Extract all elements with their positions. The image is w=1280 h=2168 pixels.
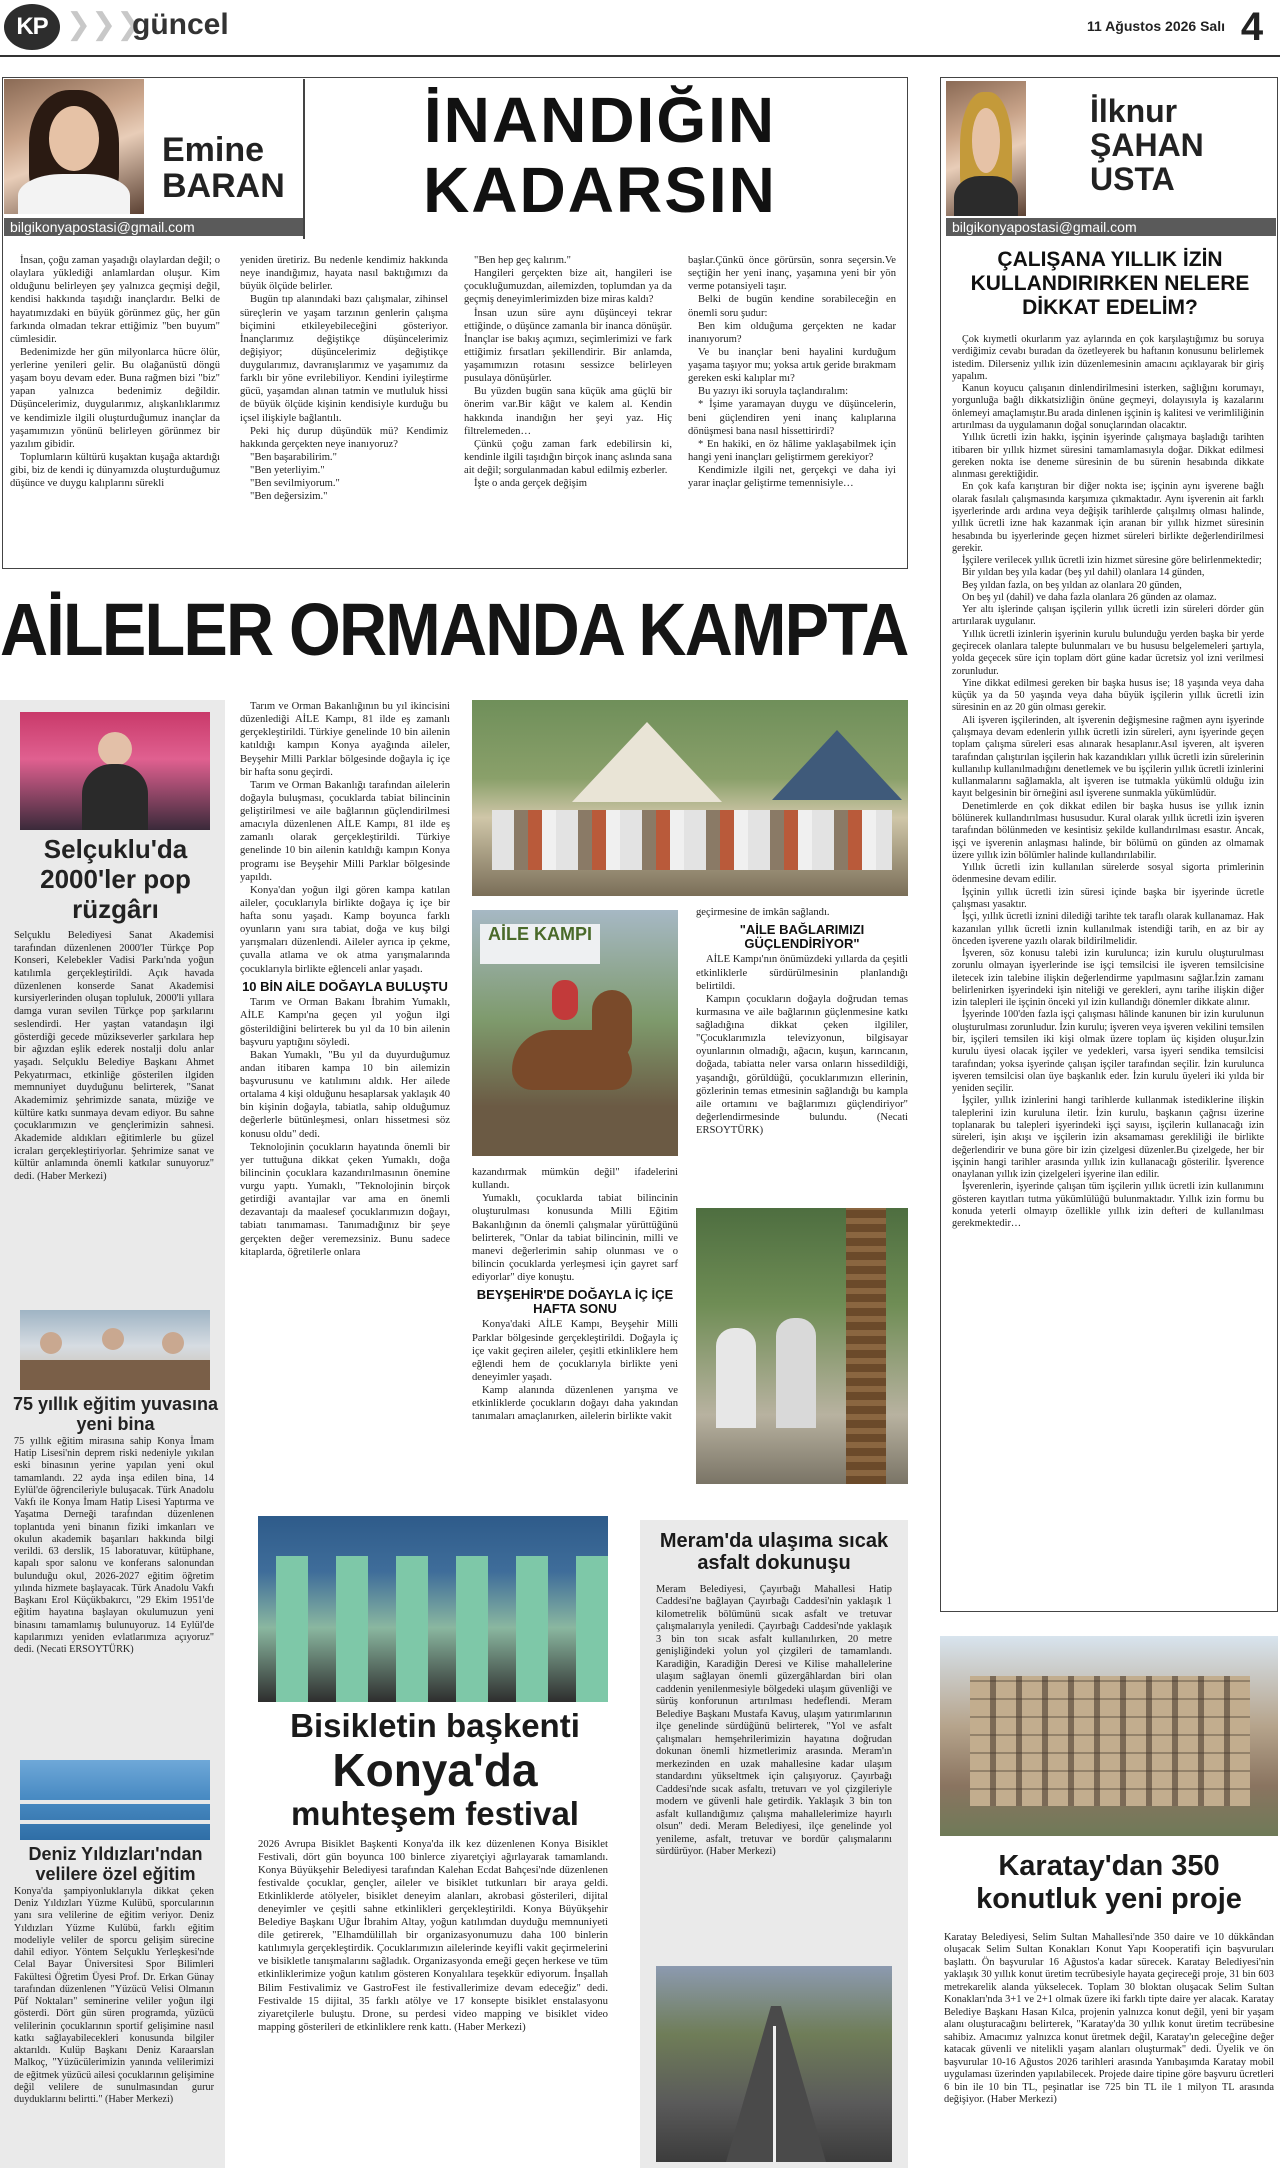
paragraph: Çok kıymetli okurlarım yaz aylarında en çok karşılaştığımız bu soruya verdiğimiz cevabı buradan da özetleyerek bu haftanın konusunu belirlemek istedim. Dilerseniz yıllık izin düzenlemesinin amacını açıklayarak bir giriş yapalım.: [952, 334, 1264, 382]
paragraph: Tarım ve Orman Bakanı İbrahim Yumaklı, AİLE Kampı'na geçen yıl yoğun ilgi gösterildiğini belirterek bu yıl da 10 bin ailenin başvuru yaptığını söyledi.: [240, 997, 450, 1048]
author-last-name: BARAN: [162, 167, 285, 205]
story-title: Karatay'dan 350 konutluk yeni proje: [976, 1850, 1242, 1915]
road-photo: [656, 1966, 892, 2162]
paragraph: Ve bu inançlar beni hayalini kurduğum yaşama taşıyor mu; yoksa artık geride bırakmam gereken eski kalıplar mı?: [688, 346, 896, 385]
camp-group-photo: [472, 700, 908, 896]
story-body: Selçuklu Belediyesi Sanat Akademisi tarafından düzenlenen 2000'ler Türkçe Pop Konseri, Kelebekler Vadisi Parkı'nda yoğun katılımla gerçekleştirildi. Açık havada düzenlenen konserde Sanat Akademisi kursiyerlerinden oluşan topluluk, 2000'li yıllara damga vuran sevilen Türkçe pop şarkılarını seslendirdi. Her yaştan vatandaşın ilgi gösterdiği gecede müzikseverler şarkılara hep bir ağızdan eşlik ederek nostalji dolu anlar yaşadı. Selçuklu Belediye Başkanı Ahmet Pekyatırmacı, etkinliğe gösterilen ilgiden memnuniyet duyduğunu belirterek, "Sanat Akademimiz şehrimizde sanata, müziğe ve kültüre katkı sunmaya devam ediyor. Bu sahne çocuklarımızın ve gençlerimizin sahnesi. Akademide aldıkları eğitimlerle bu güzel icraları gerçekleştiriyorlar. Şehrimize sanat ve kültür anlamında önemli katkılar sunuyoruz" dedi. (Haber Merkezi): [14, 930, 214, 1183]
paragraph: Yıllık ücretli izinlerin işyerinin kurulu bulunduğu yerden başka bir yerde geçirecek olanlara talepte bulunmaları ve bu hususu belgelemeleri şartıyla, yolda geçecek süre için toplam dört güne kadar ücretsiz yol izni verilmesi zorunludur.: [952, 628, 1264, 677]
header-rule: [0, 55, 1280, 57]
author-photo: [946, 81, 1026, 216]
paragraph: Çünkü çoğu zaman fark edebilirsin ki, kendinle ilgili taşıdığın birçok inanç aslında sana ait değil; sorgulanmadan kabul edilmiş ezberler.: [464, 438, 672, 476]
paragraph: Yıllık ücretli izin hakkı, işçinin işyerinde çalışmaya başladığı tarihten itibaren bir yıllık hizmet süresini tamamlamasıyla doğar. Dikkat edilmesi gereken nokta ise deneme süresinin de bu sürenin hesabında dikkate alınması gerektiğidir.: [952, 432, 1264, 481]
main-headline: AİLELER ORMANDA KAMPTA: [0, 588, 908, 671]
paragraph: Konya'daki AİLE Kampı, Beyşehir Milli Parklar bölgesinde gerçekleştirildi. Doğayla iç içe vakit geçiren aileler, çeşitli etkinliklere hem eğlendi hem de çocuklarıyla birlikte yeni deneyimler yaşadı.: [472, 1319, 678, 1383]
aile-kampi-horse-photo: AİLE KAMPI: [472, 910, 678, 1156]
author-middle-name: ŞAHAN: [1090, 127, 1204, 163]
paragraph: Toplumların kültürü kuşaktan kuşağa aktardığı gibi, biz de kendi iç dünyamızda oluşturduğumuz düşünce ve duygu kalıplarını sürekli: [10, 451, 220, 490]
story-body: 2026 Avrupa Bisiklet Başkenti Konya'da ilk kez düzenlenen Konya Bisiklet Festivali, dört gün boyunca 100 binlerce ziyaretçiyi ağırlayarak tamamlandı. Konya Büyükşehir Belediyesi tarafından Kalehan Ecdat Bahçesi'nde düzenlenen festivalde çocuklar, gençler, aileler ve bisiklet tutkunları bir araya geldi. Etkinliklerde atölyeler, bisiklet deneyim alanları, akrobasi gösterileri, dijital deneyimler ve çeşitli sahne etkinlikleri gerçekleştirildi. Konya Büyükşehir Belediye Başkanı Uğur İbrahim Altay, yoğun katılımdan duyduğu memnuniyeti dile getirerek, "Elhamdülillah bir organizasyonumuzu daha 100 binlerin katılımıyla gerçekleştirdik. Çocuklarımızın ailelerinde keyifli vakit geçirmelerini ve bisikletle tanışmalarını sağladık. Organizasyonda emeği geçen herkese ve tüm etkinliklerimize yoğun katılım gösteren Konyalılara teşekkür ediyorum. İnşallah Bilim Festivalimiz ve GastroFest ile festivallerimize devam edeceğiz" dedi. Festivalde 15 dijital, 35 farklı atölye ve 17 konsepte bisiklet enstalasyonu ziyaretçilerle buluştu. Drone, su perdesi video mapping ve bisiklet video mapping gösterileri de etkinliklere renk kattı. (Haber Merkezi): [258, 1838, 608, 2033]
article-col-b: [696, 906, 908, 1137]
column1-text-col4: [688, 254, 896, 490]
issue-date: 11 Ağustos 2026 Salı: [1087, 18, 1225, 34]
paragraph: kazandırmak mümkün değil" ifadelerini kullandı.: [472, 1167, 678, 1192]
pool-photo: [20, 1760, 210, 1840]
paragraph: Yine dikkat edilmesi gereken bir başka husus ise; 18 yaşında veya daha küçük ya da 50 yaşında veya daha büyük işçilerin yıllık ücretli izin süresinin en az 20 gün olması gerekir.: [952, 677, 1264, 714]
kp-logo: KP: [4, 4, 60, 50]
story-title-line1: Bisikletin başkenti: [290, 1707, 580, 1744]
story-body: Karatay Belediyesi, Selim Sultan Mahallesi'nde 350 daire ve 10 dükkândan oluşacak Selim Sultan Konakları Konut Yapı Kooperatifi için başvuruları başlattı. Ön başvurular 16 Ağustos'a kadar sürecek. Karatay Belediyesi'nin yaklaşık 30 yıllık konut üretim tecrübesiyle hayata geçireceği proje, 31 bin 603 metrekarelik alanda yükselecek. Toplam 30 bloktan oluşacak Selim Sultan Konakları'nda 3+1 ve 2+1 olmak üzere iki farklı tipte daire yer alacak. Karatay Belediye Başkanı Hasan Kılca, projenin yalnızca konut değil, yeni bir yaşam alanı oluşturacağını belirterek, "Karatay'da 30 yıllık konut üretim tecrübesine sahibiz. Amacımız yalnızca konut üretmek değil, Karatay'ın geleceğine değer katacak güvenli ve nitelikli yaşam alanları oluşturmak" dedi. Üyelik ve ön başvurular 10-16 Ağustos 2026 tarihleri arasında Yanıbaşımda Karatay mobil uygulaması üzerinden yapılabilecek. Projede daire tipine göre başvuru ücretleri 6 bin ile 10 bin TL, peşinatlar ise 725 bin TL ile 1 milyon TL arasında değişiyor. (Haber Merkezi): [944, 1932, 1274, 2106]
quote: "Ben yeterliyim.": [250, 465, 325, 476]
paragraph: Bakan Yumaklı, "Bu yıl da duyurduğumuz andan itibaren kampa 10 bin ailemizin başvurusunu ve katılımını aldık. Her ailede ortalama 4 kişi olduğunu hesaplarsak yaklaşık 40 bin kişinin doğayla, tabiatla, sahip olduğumuz değerlerle bütünleşmesi, onları hissetmesi söz konusu oldu" dedi.: [240, 1049, 450, 1140]
story-body: 75 yıllık eğitim mirasına sahip Konya İmam Hatip Lisesi'nin deprem riski nedeniyle yıkılan eski binasının yerine yapılan yeni okul tamamlandı. 22 ayda inşa edilen bina, 14 Eylül'de öğrencileriyle buluşacak. Türk Anadolu Vakfı ile Konya İmam Hatip Lisesi Yaptırma ve Yaşatma Derneği tarafından düzenlenen toplantıda yeni binanın fiziki imkanları ve okulun akademik başarıları hakkında bilgi verildi. 63 derslik, 15 laboratuvar, kütüphane, kapalı spor salonu ve konferans salonundan bulunduğu okul, 2026-2027 eğitim öğretim yılında hizmete başlayacak. Türk Anadolu Vakfı Başkanı Erol Küçükbakırcı, "29 Ekim 1951'de eğitim hayatına başlayan okulumuzun yeni binasını tamamlamış bulunuyoruz. 14 Eylül'de kapılarımızı yeniden evlatlarımıza açıyoruz" dedi. (Necati ERSOYTÜRK): [14, 1436, 214, 1655]
story-title: Selçuklu'da 2000'ler pop rüzgârı: [40, 834, 191, 924]
story-title: 75 yıllık eğitim yuvasına yeni bina: [12, 1394, 219, 1434]
column1-text-col2: [240, 254, 448, 503]
paragraph: Teknolojinin çocukların hayatında önemli bir yer tuttuğuna dikkat çeken Yumaklı, doğa bilincinin çocuklara kazandırılmasının önemine vurgu yaptı. Yumaklı, "Teknolojinin birçok getirdiği avantajlar var ama en önemli dezavantajı da maalesef çocuklarımızın doğayı, tabiatı tanımaması. Tanımadığınız bir şeye gerçekten değer veremezsiniz. Bunu sadece kitaplarda, öğretilerle onlara: [240, 1141, 450, 1258]
concert-photo: [20, 712, 210, 830]
paragraph: Yıllık ücretli izin kullanılan sürelerde sosyal sigorta primlerinin ödenmesine devam edilir.: [952, 862, 1264, 886]
paragraph: İşçilere verilecek yıllık ücretli izin hizmet süresine göre belirlenmektedir;: [962, 555, 1262, 567]
author-first-name: Emine: [162, 131, 265, 169]
paragraph: İşçiler, yıllık izinlerini hangi tarihlerde kullanmak istediklerine ilişkin taleplerini izin kuruluna iletir. İzin kurulu, başkanın çağrısı üzerine toplanarak bu talepleri işyerindeki işçi sayısı, işçilerin kullanacağı izin süreleri, işin akışı ve işçilerin izin aksamaması gerekliliği ile birlikte değerlendirir ve buna göre bir izin çizelgesi düzenler.Bu çizelgede, her bir işçinin hangi tarihler arasında yıllık izin kullanacağı gösterilir. İşverence onaylanan yıllık izin çizelgeleri işyerine ilan edilir.: [952, 1095, 1264, 1181]
paragraph: Kamp alanında düzenlenen yarışma ve etkinliklerde çocukların doğayı daha yakından tanımaları amaçlanırken, ailelerin birlikte vakit: [472, 1385, 678, 1423]
paragraph: Yer altı işlerinde çalışan işçilerin yıllık ücretli izin süreleri dörder gün artırılarak uygulanır.: [952, 604, 1264, 628]
story-title-line3: muhteşem festival: [291, 1795, 579, 1832]
story-title: Deniz Yıldızları'ndan velilere özel eğitim: [28, 1844, 203, 1884]
column-title: ÇALIŞANA YILLIK İZİN KULLANDIRIRKEN NELERE DİKKAT EDELİM?: [970, 248, 1250, 319]
divider: [303, 79, 305, 239]
paragraph: İşyerinde 100'den fazla işçi çalışması hâlinde kanunen bir izin kurulunun oluşturulması zorunludur. İzin kurulu; işveren veya işveren vekilini temsilen bir, işçileri temsilen iki kişi olmak üzere toplam üç kişiden oluşur.İzin kurulu üyesi olacak işçiler ve yedekleri, varsa işyeri sendika temsilcisi tarafından; yoksa işyerinde çalışan işçiler tarafından seçilir. İzin kurulunca işveren temsilcisi olan üye başkanlık eder. İzin kurulu üyeleri iki yılda bir yeniden seçilir.: [952, 1009, 1264, 1095]
author-email: bilgikonyapostasi@gmail.com: [4, 218, 304, 236]
paragraph: İnsan uzun süre aynı düşünceyi tekrar ettiğinde, o düşünce zamanla bir inanca dönüşür. İnançlar ise bakış açımızı, seçimlerimizi ve fark ettiğimiz fırsatları şekillendirir. Bir anlamda, yaşamımızın rotasını sessizce belirleyen pusulaya dönüşürler.: [464, 307, 672, 385]
paragraph: başlar.Çünkü önce görürsün, sonra seçersin.Ve seçtiğin her yeni inanç, yaşamına yeni bir yön verme potansiyeli taşır.: [688, 255, 896, 293]
column2-text: [952, 334, 1264, 1231]
quote: "Ben başarabilirim.": [250, 451, 337, 463]
paragraph: * İşime yaramayan duygu ve düşüncelerin, beni güçlendiren yeni inanç kalıplarına dönüşmesi bana nasıl hissettirirdi?: [688, 399, 896, 437]
paragraph: Bir yıldan beş yıla kadar (beş yıl dahil) olanlara 14 günden,: [962, 567, 1205, 579]
column1-text-col1: [10, 254, 220, 490]
paragraph: Denetimlerde en çok dikkat edilen bir başka husus ise yıllık iznin bölünerek kullandırılması hususudur. Kural olarak yıllık ücretli izin işveren tarafından bölünmeden ve kesintisiz şekilde kullandırılması esastır. Ancak, işçi ve işverenin anlaşması halinde, bir bölümü on günden az olmamak üzere yıllık izin bölümler halinde kullandırılabilir.: [952, 800, 1264, 861]
paragraph: En çok kafa karıştıran bir diğer nokta ise; işçinin aynı işverene bağlı olarak fasılalı çalışmasında karşımıza çıkmaktadır. Aynı işverenin ait farklı işyerlerinde ardı ardına veya değişik tarihlerde çalışılmış olması halinde, yıllık ücretli izne hak kazanmak için aranan bir yıllık hizmet süresinin hesabında bu işyerlerinde geçen hizmet süreleri birlikte değerlendirilmesi gerekir.: [952, 481, 1264, 554]
story-body: Konya'da şampiyonluklarıyla dikkat çeken Deniz Yıldızları Yüzme Kulübü, sporcularının yanı sıra velilerine de eğitim veriyor. Deniz Yıldızları Yüzme Kulübü, farklı eğitim modeliyle veliler de sporcu gelişim sürecine dahil ediyor. Yöntem Selçuklu Yerleşkesi'nde Celal Bayar Üniversitesi Spor Bilimleri Fakültesi Öğretim Üyesi Prof. Dr. Erkan Günay tarafından düzenlenen "Yüzücü Velisi Olmanın Püf Noktaları" seminerine veliler yoğun ilgi gösterdi. Dört gün süren programda, yüzücü velilerinin çocuklarının sportif gelişimine nasıl katkı sağlayabilecekleri konusunda bilgiler aktarıldı. Kulüp Başkanı Deniz Karaarslan Malkoç, "Yüzücülerimizin yanında velilerimizi de eğitmek yüzücü ailesi çocuklarının gelişimine değil velilere de sunulmasından gurur duyduklarını belirtti." (Haber Merkezi): [14, 1886, 214, 2105]
quote: "Ben hep geç kalırım.": [474, 255, 571, 266]
author-last-name: USTA: [1090, 161, 1175, 197]
paragraph: Konya'dan yoğun ilgi gören kampa katılan aileler, çocuklarıyla birlikte doğaya iç içe bir hafta sonu yaşadı. Kamp boyunca farklı oyunların yanı sıra tabiat, doğa ve kuş bilgi yarışmaları düzenlendi. Aileler ayrıca ip çekme, çuvalla atlama ve ok atma yarışmalarında çocuklarıyla birlikte eğlenceli anlar yaşadı.: [240, 884, 450, 975]
story-body: Meram Belediyesi, Çayırbağı Mahallesi Hatip Caddesi'ne bağlayan Çayırbağı Caddesi'nin yaklaşık 1 kilometrelik bölümünü sıcak asfalt ve tretuvar çalışmalarıyla yeniledi. Çayırbağı Caddesi'nde yaklaşık 3 bin ton sıcak asfalt kullanılırken, 20 metre genişliğindeki yolun yol çizgileri de tamamlandı. Karadiğin, Karadiğin Deresi ve Kilise mahallelerine ulaşım sağlayan önemli güzergâhlardan biri olan caddenin yenilenmesiyle bölgedeki ulaşım güvenliği ve sürüş konforunun artırılması hedeflendi. Meram Belediye Başkanı Mustafa Kavuş, ulaşım yatırımlarının ilçe genelinde sürdüğünü belirterek, "Yol ve asfalt çalışmaları hemşehrilerimizin hayatına doğrudan dokunan önemli hizmetlerimiz arasında. Meram'ın merkezinden en uzak mahallesine kadar ulaşım standardını yükseltmek için çalışıyoruz. Çayırbağı Caddesi'nde sıcak asfaltı, tretuvarı ve yol çizgileriyle modern ve güvenli hale getirdik. Yaklaşık 3 bin ton asfalt kullandığımız çalışma mahallelerimize hayırlı olsun" dedi. Meram Belediyesi, ilçe genelinde yol yenileme, asfalt, tretuvar ve bordür çalışmalarını sürdürüyor. (Haber Merkezi): [656, 1584, 892, 1858]
paragraph: Ali işveren işçilerinden, alt işverenin değişmesine rağmen aynı işyerinde çalışmaya devam edenlerin yıllık ücretli izin süreleri, aynı işyerinde geçen toplam çalışma süreleri esas alınarak hesaplanır.Asıl işveren, alt işveren tarafından çalıştırılan işçilerin hak kazandıkları yıllık ücretli izin sürelerinin kullanılıp kullanılmadığını denetlemek ve bu işçilerin yıllık ücretli izinlerini kullanmalarını sağlamakla, alt işveren ise tutmakla yükümlü olduğu izin kayıt belgesinin bir örneğini asıl işverene sunmakla yükümlüdür.: [952, 714, 1264, 800]
article-col-c: [472, 1166, 678, 1423]
paragraph: Tarım ve Orman Bakanlığı tarafından ailelerin doğayla buluşması, çocuklarda tabiat bilincinin geliştirilmesi ve aile bağlarının güçlendirilmesi amacıyla düzenlenen AİLE Kampı, 81 ilde eş zamanlı olarak gerçekleştirildi. Türkiye genelinde 10 bin ailenin katıldığı kampın Konya programı ise Beyşehir Milli Parklar bölgesinde yapıldı.: [240, 779, 450, 883]
paragraph: İşte o anda gerçek değişim: [474, 478, 587, 490]
column1-text-col3: [464, 254, 672, 490]
quote: "Ben sevilmiyorum.": [250, 478, 340, 490]
paragraph: İnsan, çoğu zaman yaşadığı olaylardan değil; o olaylara yüklediği anlamlardan oluşur. Kim olduğunu belirleyen şey yalnızca geçmişi değil, kendisi hakkında taşıdığı inançlardır. Belki de hayatımızdaki en büyük görünmez güç, her gün farkında olmadan tekrar ettiğimiz "ben buyum" cümlesidir.: [10, 255, 220, 345]
page-number: 4: [1240, 5, 1264, 49]
paragraph: Bedenimizde her gün milyonlarca hücre ölür, yerlerine yenileri gelir. Bu olağanüstü döngü yaşam boyu devam eder. Buna rağmen bizi "biz" yapan yalnızca bedenimiz değildir. Düşüncelerimiz, duygularımız, alışkanlıklarımız ve kendimizle ilgili oluşturduğumuz inançlar da yaşamımızın yönünü belirleyen görünmez bir yazılım gibidir.: [10, 346, 220, 450]
paragraph: geçirmesine de imkân sağlandı.: [696, 907, 830, 918]
paragraph: Belki de bugün kendine sorabileceğin en önemli soru şudur:: [688, 294, 896, 319]
section-title: güncel: [132, 8, 229, 41]
subheading: "AİLE BAĞLARIMIZI GÜÇLENDİRİYOR": [739, 922, 865, 951]
housing-project-render: [940, 1636, 1278, 1836]
column-title-line2: KADARSIN: [423, 154, 777, 226]
paragraph: yeniden üretiriz. Bu nedenle kendimiz hakkında neye inandığımız, hayata nasıl baktığımızı da büyük ölçüde belirler.: [240, 255, 448, 293]
paragraph: AİLE Kampı'nın önümüzdeki yıllarda da çeşitli etkinliklerle sürdürülmesinin planlandığı belirtildi.: [696, 954, 908, 992]
paragraph: Bu yüzden bugün sana küçük ama güçlü bir önerim var.Bir kâğıt ve kalem al. Kendin hakkında inandığın her şeyi yaz. Hiç filtrelemeden…: [464, 386, 672, 437]
article-col-a: [240, 700, 450, 1259]
forest-walk-photo: [696, 1208, 908, 1484]
subheading: BEYŞEHİR'DE DOĞAYLA İÇ İÇE HAFTA SONU: [476, 1287, 674, 1316]
paragraph: Kanun koyucu çalışanın dinlendirilmesini isterken, sağlığını korumayı, yorgunluğa bağlı dikkatsizliğin önüne geçmeyi, dolayısıyla iş kazalarını önlemeyi amaçlamıştır.Bu arada dinlenen işçinin iş kalitesi ve verimliliğinin artırılması da uygulamanın doğal sonuçlarından olacaktır.: [952, 383, 1264, 431]
paragraph: * En hakiki, en öz hâlime yaklaşabilmek için hangi yeni inançları geliştirmem gerekiyor?: [688, 438, 896, 463]
paragraph: Bugün tıp alanındaki bazı çalışmalar, zihinsel süreçlerin ve yaşam tarzının genlerin çalışma biçimini etkileyebileceğini gösteriyor. İnançlarımız değiştikçe düşüncelerimiz değişiyor; düşüncelerimiz değiştikçe duygularımız, davranışlarımız ve yaşamımız da farklı bir yöne evrilebiliyor. Kendini iyileştirme gücü, yaşamdan alınan tatmin ve mutluluk hissi de büyük ölçüde kişinin kendisiyle kurduğu bu içsel ilişkiyle bağlantılı.: [240, 294, 448, 424]
paragraph: Bu yazıyı iki soruyla taçlandıralım:: [698, 386, 849, 398]
paragraph: İşçinin yıllık ücretli izin süresi içinde başka bir işyerinde ücretle çalışması yasaktır.: [952, 886, 1264, 910]
author-photo: [4, 79, 144, 214]
paragraph: Kendimizle ilgili net, gerçekçi ve daha iyi yarar inaçlar geliştirme temennisiyle…: [688, 465, 896, 490]
paragraph: Yumaklı, çocuklarda tabiat bilincinin oluşturulması konusunda Milli Eğitim Bakanlığının da önemli çalışmalar yürüttüğünü belirterek, "Onlar da tabiat bilincinin, milli ve manevi değerlerimin sahip olunması ve o bilincin çocuklarda yerleşmesi için gayret sarf ediyorlar" diye konuştu.: [472, 1193, 678, 1283]
paragraph: Peki hiç durup düşündük mü? Kendimiz hakkında gerçekten neye inanıyoruz?: [240, 425, 448, 450]
quote: "Ben değersizim.": [250, 491, 328, 503]
paragraph: Tarım ve Orman Bakanlığının bu yıl ikincisini düzenlediği AİLE Kampı, 81 ilde eş zamanlı gerçekleştirildi. Türkiye genelinde 10 bin ailenin katıldığı kampın Konya ayağında aileler, Beyşehir Milli Parklar bölgesinde doğayla iç içe bir hafta sonu geçirdi.: [240, 701, 450, 778]
column-title-line1: İNANDIĞIN: [423, 84, 777, 156]
paragraph: İşveren, söz konusu talebi izin kurulunca; izin kurulu oluşturulması zorunlu olmayan işyerlerinde ise işçi temsilcisi ile işveren temsilcisine iletecek izin talebine ilişkin değerlendirme yapılmasını sağlar.İzin zamanı belirlenirken işyerindeki işin niteliği ve gerekleri, aynı tarihe ilişkin diğer izin talepleri ile işçinin önceki yıl izin kullandığı dönemler dikkate alınır.: [952, 948, 1264, 1009]
story-title: Meram'da ulaşıma sıcak asfalt dokunuşu: [659, 1530, 889, 1574]
author-email: bilgikonyapostasi@gmail.com: [946, 218, 1276, 236]
paragraph: Beş yıldan fazla, on beş yıldan az olanlara 20 günden,: [962, 579, 1182, 591]
subheading: 10 BİN AİLE DOĞAYLA BULUŞTU: [242, 978, 448, 994]
author-first-name: İlknur: [1090, 93, 1178, 129]
paragraph: İşverenlerin, işyerinde çalışan tüm işçilerin yıllık ücretli izin kullanımını gösteren kayıtları tutma yükümlülüğü bulunmaktadır. Yıllık izin formu bu konuda yeterli olmayıp özellikle yıllık izin defteri de kullanılması gerekmektedir…: [952, 1181, 1264, 1230]
story-title-line2: Konya'da: [332, 1744, 538, 1796]
paragraph: Hangileri gerçekten bize ait, hangileri ise çocukluğumuzdan, ailemizden, toplumdan ya da geçmiş deneyimlerimizden bize miras kaldı?: [464, 268, 672, 306]
meeting-photo: [20, 1310, 210, 1390]
paragraph: On beş yıl (dahil) ve daha fazla olanlara 26 günden az olamaz.: [962, 591, 1217, 603]
paragraph: Kampın çocukların doğayla doğrudan temas kurmasına ve aile bağlarının güçlenmesine katkı sağladığına dikkat çeken ilgililer, "Çocuklarımızla televizyonun, bilgisayar oyunlarının olmadığı, ağacın, kuşun, karıncanın, doğada, tabiatta neler varsa onların hissedildiği, yaşandığı, görüldüğü, çocuklarımızın ellerinin, gözlerinin temas etmesinin sağlandığı bu kampla aile ortamını ve bağlarımızı güçlendiriyor" değerlendirmesinde bulundu. (Necati ERSOYTÜRK): [696, 993, 908, 1137]
chevron-right-icon: ❯❯❯: [66, 7, 142, 42]
festival-team-photo: [258, 1516, 608, 1702]
paragraph: Ben kim olduğuma gerçekten ne kadar inanıyorum?: [688, 320, 896, 345]
paragraph: İşçi, yıllık ücretli iznini dilediği tarihte tek taraflı olarak kullanamaz. Hak kazanılan yıllık ücretli iznin kullanılmak istendiği tarih, en az bir ay önceden işverene yazılı olarak bildirilmelidir.: [952, 911, 1264, 947]
